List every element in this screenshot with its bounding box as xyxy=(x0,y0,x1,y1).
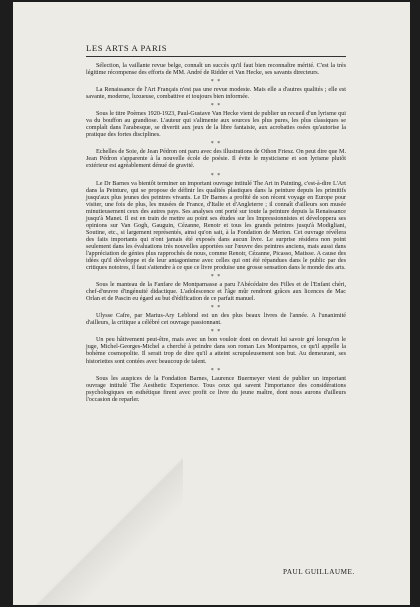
paragraph-montparnos xyxy=(86,337,346,365)
paragraph-barnes xyxy=(86,181,346,273)
paragraph-renaissance xyxy=(86,87,346,101)
document-page xyxy=(13,2,410,605)
page-header: LES ARTS A PARIS xyxy=(86,43,168,53)
paragraph-text: Sous le titre Poèmes 1920-1923, Paul-Gustave Van Hecke vient de publier un recueil d'un lyrisme qui va du bouffon au grandiose. L'auteur qui s'alimente aux sources les plus pures, les plus classiques se complaît dans l'arabesque, se divertit aux jeux de la libre fantaisie, aux acrobaties osées qu'autorise la pratique des fortes disciplines. xyxy=(86,111,346,139)
paragraph-poemes xyxy=(86,111,346,139)
paragraph-text: Sélection, la vaillante revue belge, connaît un succès qu'il faut bien reconnaître mérité. C'est la très légitime récompense des efforts de MM. André de Ridder et Van Hecke, ses savants directeurs. xyxy=(86,63,346,77)
separator-stars: * * xyxy=(210,79,222,86)
paragraph-text: Echelles de Soie, de Jean Pédron ont paru avec des illustrations de Othon Friesz. On peut dire que M. Jean Pédron s'apparente à la nouvelle école de poésie. Il évite le mysticisme et son lyrisme plutôt extérieur est agréablement dénué de gravité. xyxy=(86,149,346,170)
separator-stars: * * xyxy=(210,274,222,281)
separator-stars: * * xyxy=(210,305,222,312)
separator-stars: * * xyxy=(210,329,222,336)
separator-stars: * * xyxy=(210,141,222,148)
header-rule xyxy=(86,56,346,57)
article-body xyxy=(86,63,346,404)
paragraph-text: Un peu hâtivement peut-être, mais avec un bon vouloir dont on devrait lui savoir gré lorsqu'on le juge, Michel-Georges-Michel a cherché à peindre dans son roman Les Montparnos, ce qu'il appelle la bohème cosmopolite. Il serait trop de dire qu'il a atteint scrupuleusement son but. Au demeurant, ses historiettes sont contées avec beaucoup de talent. xyxy=(86,337,346,365)
paragraph-text: Sous le manteau de la Fanfare de Montparnasse a paru l'Abécédaire des Filles et de l'Enfant chéri, chef-d'œuvre d'ingénuité didactique. L'adolescence et l'âge mûr rendront grâces aux licences de Mac Orlan et de Pascin eu égard au but d'édification de ce parfait manuel. xyxy=(86,282,346,303)
separator-stars: * * xyxy=(210,367,222,374)
paragraph-text: Sous les auspices de la Fondation Barnes, Laurence Buermeyer vient de publier un important ouvrage intitulé The Aesthetic Experience. Tous ceux qui savent l'importance des considérations psychologiques en esthétique firent avec profit ce livre du jeune maître, dont nous aurons d'ailleurs l'occasion de reparler. xyxy=(86,375,346,403)
separator-stars: * * xyxy=(210,172,222,179)
paragraph-text: La Renaissance de l'Art Français n'est pas une revue modeste. Mais elle a d'autres qualités ; elle est savante, moderne, luxueuse, combattive et toujours bien informée. xyxy=(86,87,346,101)
paragraph-text: Le Dr Barnes va bientôt terminer un important ouvrage intitulé The Art in Painting, c'est-à-dire L'Art dans la Peinture, qui se propose de définir les qualités plastiques dans la peinture depuis les primitifs jusqu'aux plus jeunes des peintres vivants. Le Dr Barnes a profité de son récent voyage en Europe pour visiter, une fois de plus, les musées de France, d'Italie et d'Angleterre ; il connaît d'ailleurs son musée minutieusement ceux des autres pays. Ses analyses ont porté sur toute la peinture depuis la Renaissance jusqu'à Manet. Il est en train de mettre au point ses études sur les Impressionnistes et développera ses opinions sur Van Gogh, Gauguin, Cézanne, Renoir et tous les grands peintres jusqu'à Modigliani, Soutine, etc., si largement représentés, ainsi qu'on sait, à la Fondation de Merion. Cet ouvrage révélera des faits importants qui n'ont jamais été exposés dans aucun livre. Le surprise résidera non point seulement dans les évaluations très nouvelles apportées sur l'œuvre des peintres anciens, mais aussi dans l'appréciation de génies plus rapprochés de nous, comme Renoir, Cézanne, Picasso, Matisse. A cause des idées qu'il développe et de leur antagonisme avec celles qui ont été répandues dans le public par des critiques notoires, il faut s'attendre à ce que ce livre produise une grosse sensation dans le monde des arts. xyxy=(86,180,346,272)
paragraph-abecedaire xyxy=(86,282,346,303)
paragraph-ulysse xyxy=(86,313,346,327)
page-crease xyxy=(13,445,183,605)
paragraph-text: Ulysse Cafre, par Marius-Ary Leblond est un des plus beaux livres de l'année. A l'unanimité d'ailleurs, la critique a célébré cet ouvrage passionnant. xyxy=(86,313,346,327)
author-signature: PAUL GUILLAUME. xyxy=(283,568,355,576)
paragraph-buermeyer xyxy=(86,376,346,404)
separator-stars: * * xyxy=(210,103,222,110)
paragraph-echelles xyxy=(86,149,346,170)
paragraph-selection xyxy=(86,63,346,77)
